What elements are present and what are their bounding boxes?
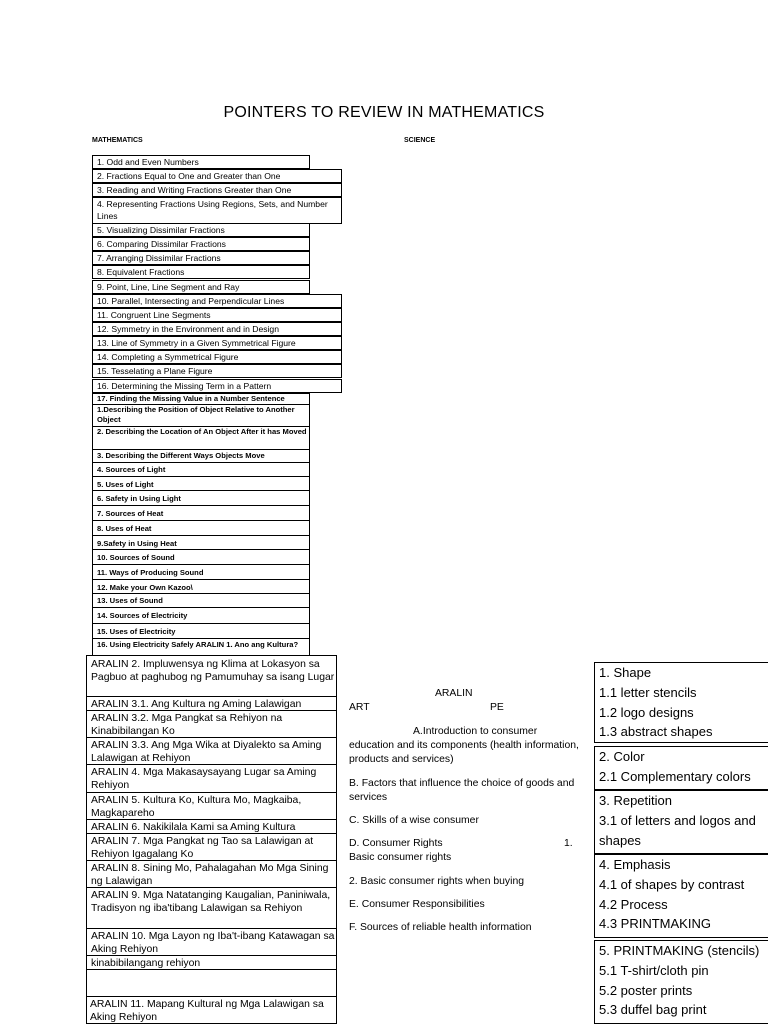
art-box-line: 5.3 duffel bag print xyxy=(599,1002,707,1018)
list-item: 15. Tesselating a Plane Figure xyxy=(92,364,342,378)
art-box-line: 3. Repetition xyxy=(599,793,672,808)
list-item: ARALIN 10. Mga Layon ng Iba't-ibang Katawagan sa Aking Rehiyon xyxy=(86,928,337,956)
consumer-education-d1: Basic consumer rights xyxy=(349,852,452,863)
consumer-education-e: E. Consumer Responsibilities xyxy=(349,899,485,910)
list-item: 2. Describing the Location of An Object After it has Moved xyxy=(92,426,310,450)
list-item: 6. Safety in Using Light xyxy=(92,490,310,506)
list-item: 4. Representing Fractions Using Regions, Sets, and Number Lines xyxy=(92,197,342,224)
list-item: ARALIN 6. Nakikilala Kami sa Aming Kultura xyxy=(86,819,337,834)
list-item: ARALIN 3.1. Ang Kultura ng Aming Lalawigan xyxy=(86,696,337,711)
list-item: 14. Sources of Electricity xyxy=(92,607,310,624)
list-item: 9. Point, Line, Line Segment and Ray xyxy=(92,280,310,294)
list-item: 12. Make your Own Kazoo\ xyxy=(92,579,310,594)
list-item: 8. Uses of Heat xyxy=(92,520,310,536)
list-item: 16. Using Electricity Safely ARALIN 1. Ano ang Kultura? xyxy=(92,638,310,656)
consumer-education-f: F. Sources of reliable health information xyxy=(349,922,532,933)
art-box-shape xyxy=(594,662,768,743)
list-item xyxy=(86,969,337,997)
art-box-repetition xyxy=(594,790,768,854)
list-item: 6. Comparing Dissimilar Fractions xyxy=(92,237,310,251)
art-box-line: 1.3 abstract shapes xyxy=(599,724,713,740)
art-box-line: 2.1 Complementary colors xyxy=(599,768,751,784)
art-box-line: 4.2 Process xyxy=(599,896,668,912)
list-item: ARALIN 2. Impluwensya ng Klima at Lokasyon sa Pagbuo at paghubog ng Pamumuhay sa isang Lugar xyxy=(86,655,337,697)
art-box-line: 4.1 of shapes by contrast xyxy=(599,876,745,892)
list-item: 7. Sources of Heat xyxy=(92,505,310,521)
list-item: 9.Safety in Using Heat xyxy=(92,535,310,550)
art-box-line: 3.1 of letters and logos and shapes xyxy=(599,812,756,848)
art-box-line: 5.2 poster prints xyxy=(599,982,693,998)
list-item: 5. Visualizing Dissimilar Fractions xyxy=(92,223,310,237)
list-item: 17. Finding the Missing Value in a Number Sentence xyxy=(92,393,310,405)
list-item: ARALIN 3.2. Mga Pangkat sa Rehiyon na Kinabibilangan Ko xyxy=(86,710,337,738)
list-item: 13. Line of Symmetry in a Given Symmetrical Figure xyxy=(92,336,342,350)
list-item: 5. Uses of Light xyxy=(92,476,310,491)
art-label: ART xyxy=(349,702,370,713)
art-box-line: 1. Shape xyxy=(599,665,652,680)
list-item: kinabibilangang rehiyon xyxy=(86,955,337,970)
art-box-printmaking xyxy=(594,940,768,1024)
pe-label: PE xyxy=(490,702,504,713)
list-item: 2. Fractions Equal to One and Greater than One xyxy=(92,169,342,183)
list-item: 12. Symmetry in the Environment and in Design xyxy=(92,322,342,336)
list-item: 10. Parallel, Intersecting and Perpendicular Lines xyxy=(92,294,342,308)
list-item: ARALIN 4. Mga Makasaysayang Lugar sa Aming Rehiyon xyxy=(86,764,337,793)
page-title: POINTERS TO REVIEW IN MATHEMATICS xyxy=(223,104,545,121)
list-item: 4. Sources of Light xyxy=(92,462,310,477)
list-item: ARALIN 9. Mga Natatanging Kaugalian, Paniniwala, Tradisyon ng iba'tibang Lalawigan sa Rehiyon xyxy=(86,887,337,929)
mathematics-header: MATHEMATICS xyxy=(92,137,143,144)
list-item: 11. Congruent Line Segments xyxy=(92,308,342,322)
list-item: ARALIN 8. Sining Mo, Pahalagahan Mo Mga Sining ng Lalawigan xyxy=(86,860,337,888)
art-box-line: 4.3 PRINTMAKING xyxy=(599,916,711,932)
consumer-education-d: D. Consumer Rights xyxy=(349,838,443,849)
aralin-label: ARALIN xyxy=(435,688,473,699)
consumer-education-d-number: 1. xyxy=(564,838,573,849)
consumer-education-2: 2. Basic consumer rights when buying xyxy=(349,876,524,887)
art-box-line: 1.1 letter stencils xyxy=(599,684,697,700)
list-item: ARALIN 5. Kultura Ko, Kultura Mo, Magkaiba, Magkapareho xyxy=(86,792,337,820)
art-box-line: 5.1 T-shirt/cloth pin xyxy=(599,962,709,978)
art-box-line: 2. Color xyxy=(599,749,645,764)
consumer-education-b: B. Factors that influence the choice of goods and services xyxy=(349,778,575,803)
list-item: 1.Describing the Position of Object Relative to Another Object xyxy=(92,404,310,427)
list-item: 1. Odd and Even Numbers xyxy=(92,155,310,169)
art-box-line: 5. PRINTMAKING (stencils) xyxy=(599,943,760,958)
science-header: SCIENCE xyxy=(404,137,436,144)
art-box-line: 1.2 logo designs xyxy=(599,704,694,720)
art-box-emphasis xyxy=(594,854,768,938)
list-item: 15. Uses of Electricity xyxy=(92,623,310,639)
list-item: 10. Sources of Sound xyxy=(92,549,310,565)
list-item: 8. Equivalent Fractions xyxy=(92,265,310,279)
list-item: 16. Determining the Missing Term in a Pattern xyxy=(92,379,342,393)
list-item: 14. Completing a Symmetrical Figure xyxy=(92,350,342,364)
art-box-color xyxy=(594,746,768,790)
list-item: ARALIN 7. Mga Pangkat ng Tao sa Lalawigan at Rehiyon Igagalang Ko xyxy=(86,833,337,861)
list-item: 13. Uses of Sound xyxy=(92,593,310,608)
consumer-education-a: A.Introduction to consumer education and its components (health information, products and services) xyxy=(349,726,579,765)
list-item: 3. Describing the Different Ways Objects Move xyxy=(92,449,310,463)
consumer-education-c: C. Skills of a wise consumer xyxy=(349,815,479,826)
aralin-11-text: ARALIN 11. Mapang Kultural ng Mga Lalawigan sa Aking Rehiyon xyxy=(90,999,324,1023)
list-item: ARALIN 3.3. Ang Mga Wika at Diyalekto sa Aming Lalawigan at Rehiyon xyxy=(86,737,337,765)
art-box-line: 4. Emphasis xyxy=(599,857,671,872)
list-item: 11. Ways of Producing Sound xyxy=(92,564,310,580)
list-item: 7. Arranging Dissimilar Fractions xyxy=(92,251,310,265)
list-item: 3. Reading and Writing Fractions Greater than One xyxy=(92,183,342,197)
